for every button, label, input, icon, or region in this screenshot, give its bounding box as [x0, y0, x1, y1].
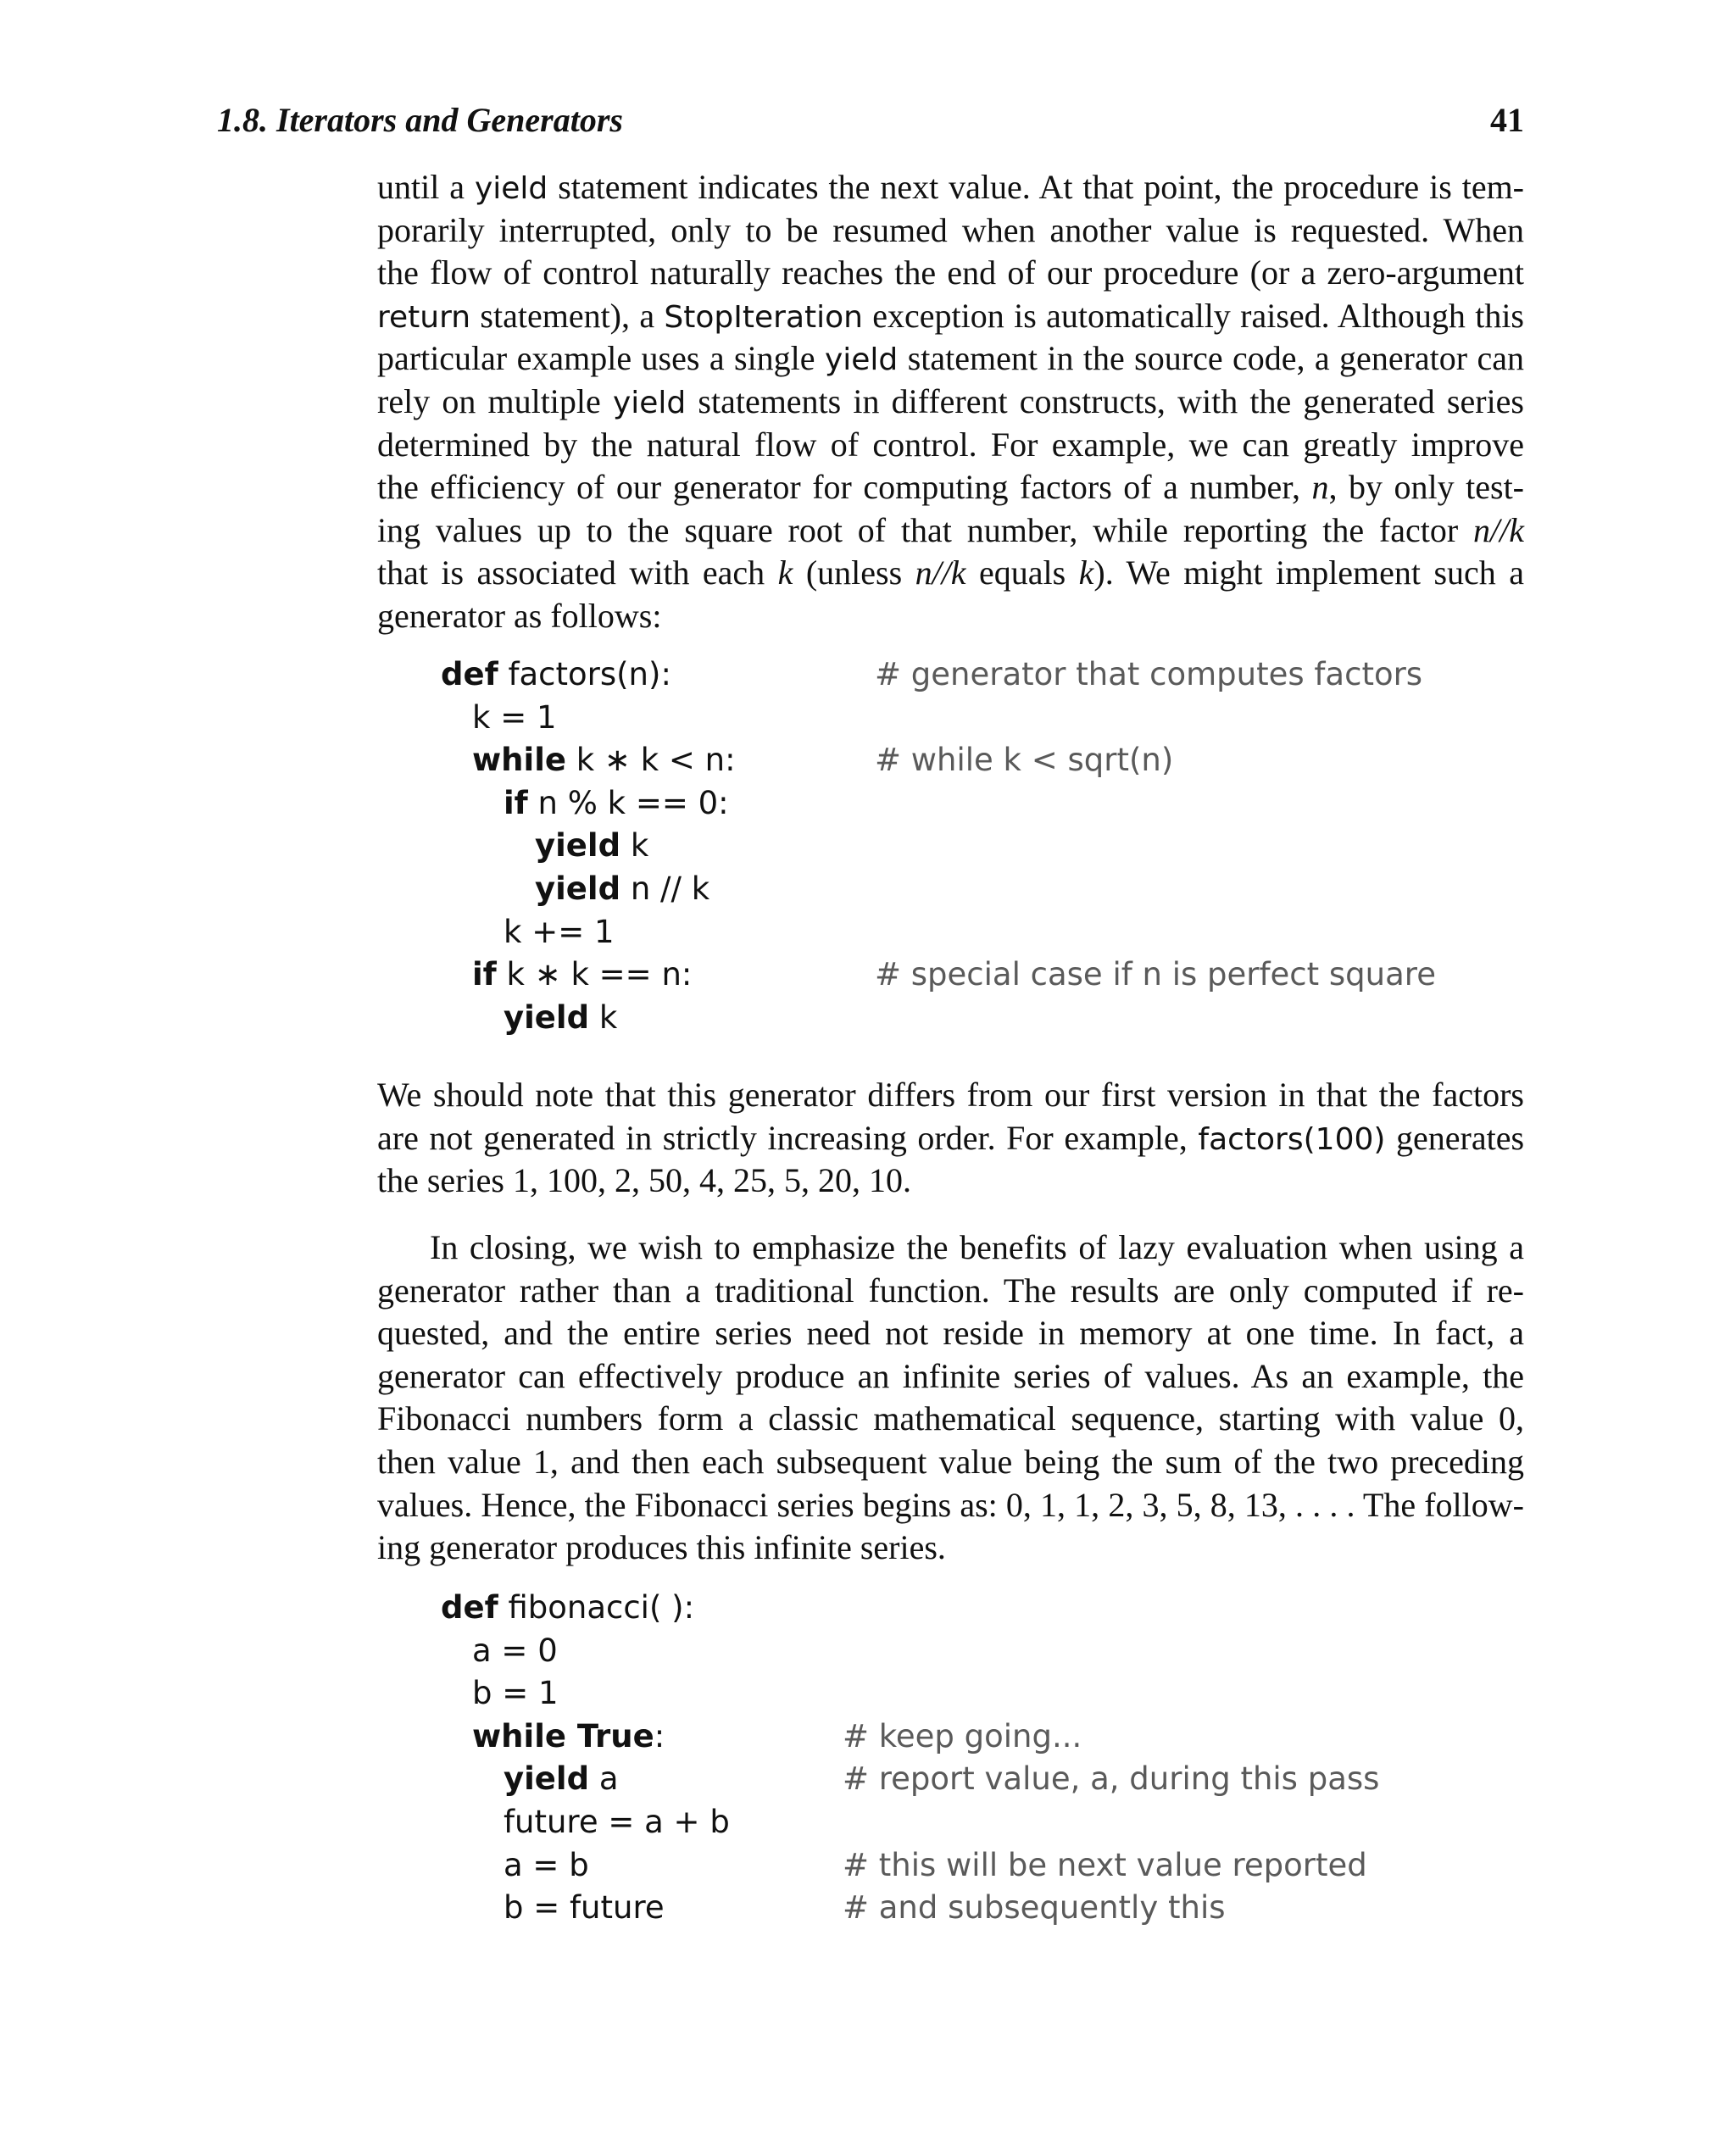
code-source — [535, 868, 709, 911]
code-keyword: yield — [535, 827, 621, 865]
paragraph-intro — [377, 166, 1524, 638]
text-line: the flow of control naturally reaches the end of our procedure (or a zero-argument — [377, 253, 1524, 292]
text-line: quested, and the entire series need not reside in memory at one time. In fact, a — [377, 1314, 1524, 1353]
code-keyword: if — [472, 956, 497, 993]
text-line: particular example uses a single yield statement in the source code, a generator can — [377, 339, 1524, 378]
code-source — [472, 954, 692, 997]
code-source — [535, 825, 648, 868]
code-source — [472, 1716, 665, 1759]
code-source — [504, 911, 615, 954]
text-line: rely on multiple yield statements in different constructs, with the generated series — [377, 381, 1524, 420]
code-text: k += 1 — [504, 913, 615, 950]
text-line: porarily interrupted, only to be resumed when another value is requested. When — [377, 210, 1524, 249]
code-source — [472, 739, 736, 782]
code-text: a = 0 — [472, 1632, 558, 1669]
text-line: values. Hence, the Fibonacci series begins as: 0, 1, 1, 2, 3, 5, 8, 13, . . . . The follow- — [377, 1485, 1524, 1524]
code-source — [472, 1630, 558, 1673]
code-keyword: while True — [472, 1717, 654, 1755]
code-comment: # keep going... — [843, 1717, 1082, 1755]
code-keyword: yield — [535, 870, 621, 907]
code-source — [504, 782, 729, 826]
code-keyword: def — [441, 656, 498, 692]
code-text: : — [654, 1717, 665, 1755]
text-line: the series 1, 100, 2, 50, 4, 25, 5, 20, 10. — [377, 1161, 911, 1200]
text-line: that is associated with each k (unless n//k equals k). We might implement such a — [377, 553, 1524, 592]
text-line: then value 1, and then each subsequent value being the sum of the two preceding — [377, 1442, 1524, 1481]
text-line: are not generated in strictly increasing order. For example, factors(100) generates — [377, 1118, 1525, 1157]
code-text: k ∗ k < n: — [565, 742, 736, 779]
code-source — [504, 1844, 589, 1888]
code-text: fibonacci( ): — [498, 1589, 695, 1626]
code-text: k = 1 — [472, 698, 557, 736]
code-text: k — [589, 998, 618, 1036]
paragraph-note — [377, 1074, 1524, 1203]
code-text: future = a + b — [504, 1803, 730, 1840]
code-comment: # and subsequently this — [843, 1889, 1226, 1927]
paragraph-closing — [377, 1226, 1524, 1570]
code-keyword: def — [441, 1589, 498, 1626]
code-comment: # this will be next value reported — [843, 1846, 1367, 1883]
code-text: k — [620, 827, 649, 865]
code-text: n // k — [620, 870, 710, 907]
code-text: a = b — [504, 1846, 589, 1883]
page-header — [217, 100, 1524, 144]
code-comment: # report value, a, during this pass — [843, 1760, 1380, 1798]
code-source — [504, 1887, 665, 1930]
text-line: In closing, we wish to emphasize the benefits of lazy evaluation when using a — [430, 1228, 1524, 1266]
code-keyword: yield — [504, 1760, 590, 1798]
code-text: n % k == 0: — [527, 784, 729, 821]
section-title: 1.8. Iterators and Generators — [217, 101, 623, 139]
text-line: the efficiency of our generator for computing factors of a number, n, by only test- — [377, 468, 1525, 507]
code-text: k ∗ k == n: — [496, 956, 693, 993]
text-line: generator can effectively produce an infinite series of values. As an example, the — [377, 1356, 1524, 1395]
code-text: b = 1 — [472, 1675, 559, 1712]
text-line: until a yield statement indicates the next value. At that point, the procedure is tem- — [377, 168, 1525, 206]
text-line: ing generator produces this infinite series. — [377, 1528, 946, 1567]
code-source — [504, 1758, 619, 1801]
code-text: factors(n): — [498, 656, 671, 692]
text-line: generator as follows: — [377, 596, 662, 635]
text-line: generator rather than a traditional function. The results are only computed if re- — [377, 1271, 1524, 1310]
code-source — [504, 1801, 730, 1844]
text-line: determined by the natural flow of control. For example, we can greatly improve — [377, 425, 1524, 464]
text-line: Fibonacci numbers form a classic mathematical sequence, starting with value 0, — [377, 1399, 1524, 1438]
code-keyword: yield — [504, 998, 590, 1036]
code-comment: # while k < sqrt(n) — [875, 742, 1174, 779]
code-source — [441, 653, 671, 697]
code-text: a — [589, 1760, 619, 1798]
code-keyword: if — [504, 784, 528, 821]
page-number: 41 — [1490, 101, 1524, 139]
code-keyword: while — [472, 742, 566, 779]
text-line: We should note that this generator differs from our first version in that the factors — [377, 1076, 1524, 1114]
code-source — [472, 697, 557, 740]
code-comment: # generator that computes factors — [875, 656, 1423, 692]
code-source — [504, 997, 617, 1040]
text-line: ing values up to the square root of that number, while reporting the factor n//k — [377, 510, 1524, 549]
text-line: return statement), a StopIteration exception is automatically raised. Although this — [377, 296, 1524, 335]
code-source — [472, 1672, 559, 1716]
code-text: b = future — [504, 1889, 665, 1927]
code-source — [441, 1587, 694, 1630]
code-comment: # special case if n is perfect square — [875, 956, 1436, 993]
